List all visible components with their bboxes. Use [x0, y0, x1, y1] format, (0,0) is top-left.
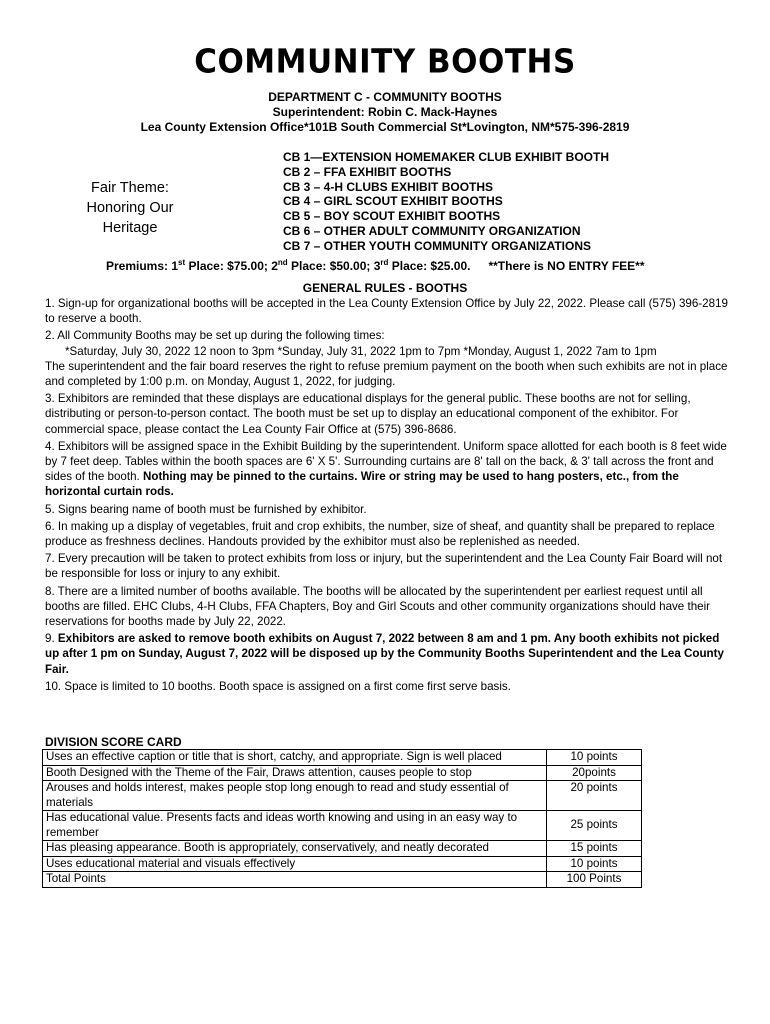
class-item: CB 7 – OTHER YOUTH COMMUNITY ORGANIZATIONS — [283, 238, 592, 253]
rule-item — [45, 439, 728, 500]
class-item: CB 1—EXTENSION HOMEMAKER CLUB EXHIBIT BOOTH — [283, 150, 610, 164]
superintendent-line: Superintendent: Robin C. Mack-Haynes — [272, 105, 498, 119]
points-cell: 15 points — [547, 841, 642, 857]
rule-item: 3. Exhibitors are reminded that these displays are educational displays for the general public. These booths are not for selling, distributing or person-to-person contact. The booth must be set up to display an educational component of the exhibitor. For commercial space, please contact the Lea County Fair Office at (575) 396-8686. — [45, 392, 691, 436]
rule-emphasis: Nothing may be pinned to the curtains. Wire or string may be used to hang posters, etc., from the horizontal curtain rods. — [45, 470, 679, 499]
class-item: CB 5 – BOY SCOUT EXHIBIT BOOTHS — [283, 209, 501, 224]
premium-text: Premiums: 1 — [106, 259, 179, 273]
criterion-cell: Has educational value. Presents facts and ideas worth knowing and using in an easy way to remember — [43, 811, 547, 841]
ordinal-suffix: rd — [380, 258, 389, 267]
department-heading: DEPARTMENT C - COMMUNITY BOOTHS — [268, 90, 502, 104]
premium-text: Place: $25.00. — [388, 259, 471, 273]
fair-theme-line: Fair Theme: — [91, 180, 169, 196]
rules-heading: GENERAL RULES - BOOTHS — [302, 281, 468, 295]
criterion-cell: Booth Designed with the Theme of the Fair, Draws attention, causes people to stop — [43, 765, 547, 781]
rule-item: 2. All Community Booths may be set up during the following times: — [45, 329, 385, 343]
rules-list — [45, 296, 728, 696]
fair-theme-line: Heritage — [102, 220, 158, 236]
rule-text: 4. Exhibitors will be assigned space in the Exhibit Building by the superintendent. Uniform space allotted for each booth is 8 feet wide by 7 feet deep. Tables within the booth spaces are 6' X 5'. Surrounding curtains are 8' tall on the back, & 3' tall across the front and sides of the booth. — [45, 439, 727, 484]
criterion-cell: Total Points — [43, 872, 547, 888]
criterion-cell: Arouses and holds interest, makes people stop long enough to read and study essential of materials — [43, 781, 547, 811]
class-item: CB 6 – OTHER ADULT COMMUNITY ORGANIZATION — [283, 223, 581, 238]
rule-emphasis: Exhibitors are asked to remove booth exhibits on August 7, 2022 between 8 am and 1 pm. Any booth exhibits not picked up after 1 pm on Sunday, August 7, 2022 will be disposed up by the Community Booths Superintendent and the Lea County Fair. — [45, 632, 724, 676]
ordinal-suffix: st — [178, 258, 186, 267]
points-cell: 20 points — [547, 781, 642, 811]
table-row — [43, 856, 642, 872]
table-row — [43, 811, 642, 841]
fair-theme-line: Honoring Our — [86, 200, 174, 216]
rule-item: 1. Sign-up for organizational booths will be accepted in the Lea County Extension Office by July 22, 2022. Please call (575) 396-2819 to reserve a booth. — [45, 297, 728, 326]
table-row — [43, 781, 642, 811]
points-cell: 20points — [547, 765, 642, 781]
rule-item — [45, 631, 728, 677]
scorecard-title: DIVISION SCORE CARD — [45, 735, 182, 749]
page-title: COMMUNITY BOOTHS — [194, 43, 576, 81]
premium-text: Place: $50.00; 3 — [287, 259, 381, 273]
points-cell: 10 points — [547, 856, 642, 872]
premiums-line — [106, 259, 645, 274]
class-item: CB 2 – FFA EXHIBIT BOOTHS — [283, 164, 452, 179]
criterion-cell: Uses an effective caption or title that is short, catchy, and appropriate. Sign is well placed — [43, 750, 547, 766]
rule-item: 10. Space is limited to 10 booths. Booth space is assigned on a first come first serve basis. — [45, 679, 511, 693]
table-row — [43, 765, 642, 781]
points-cell: 10 points — [547, 750, 642, 766]
table-row — [43, 750, 642, 766]
class-list — [283, 150, 609, 254]
table-row — [43, 872, 642, 888]
fair-theme — [70, 178, 190, 238]
rule-note: The superintendent and the fair board reserves the right to refuse premium payment on the booth when such exhibits are not in place and completed by 1:00 p.m. on Monday, August 1, 2022, for judging. — [45, 359, 728, 389]
points-cell: 25 points — [547, 811, 642, 841]
rule-number: 9. — [45, 632, 58, 646]
points-cell: 100 Points — [547, 872, 642, 888]
premium-text: Place: $75.00; 2 — [185, 259, 278, 273]
class-item: CB 4 – GIRL SCOUT EXHIBIT BOOTHS — [283, 194, 503, 209]
class-item: CB 3 – 4-H CLUBS EXHIBIT BOOTHS — [283, 179, 494, 194]
address-line: Lea County Extension Office*101B South Commercial St*Lovington, NM*575-396-2819 — [140, 120, 630, 134]
rule-item: 5. Signs bearing name of booth must be furnished by exhibitor. — [45, 502, 367, 516]
rule-item: 8. There are a limited number of booths available. The booths will be allocated by the superintendent per earliest request until all booths are filled. EHC Clubs, 4-H Clubs, FFA Chapters, Boy and Girl Scouts and other community organizations should have their reservations for booths made by July 22, 2022. — [45, 584, 711, 629]
rule-item: 7. Every precaution will be taken to protect exhibits from loss or injury, but the superintendent and the Lea County Fair Board will not be responsible for loss or injury to any exhibit. — [45, 552, 723, 581]
ordinal-suffix: nd — [277, 258, 288, 267]
score-card-table — [42, 749, 642, 888]
criterion-cell: Has pleasing appearance. Booth is appropriately, conservatively, and neatly decorated — [43, 841, 547, 857]
entry-fee-note: **There is NO ENTRY FEE** — [488, 259, 645, 273]
rule-item: 6. In making up a display of vegetables, fruit and crop exhibits, the number, size of sheaf, and quantity shall be prepared to replace produce as freshness declines. Handouts provided by the exhibitor must also be replenished as needed. — [45, 519, 715, 549]
table-row — [43, 841, 642, 857]
setup-times: *Saturday, July 30, 2022 12 noon to 3pm *Sunday, July 31, 2022 1pm to 7pm *Monday, August 1, 2022 7am to 1pm — [65, 344, 657, 358]
criterion-cell: Uses educational material and visuals effectively — [43, 856, 547, 872]
